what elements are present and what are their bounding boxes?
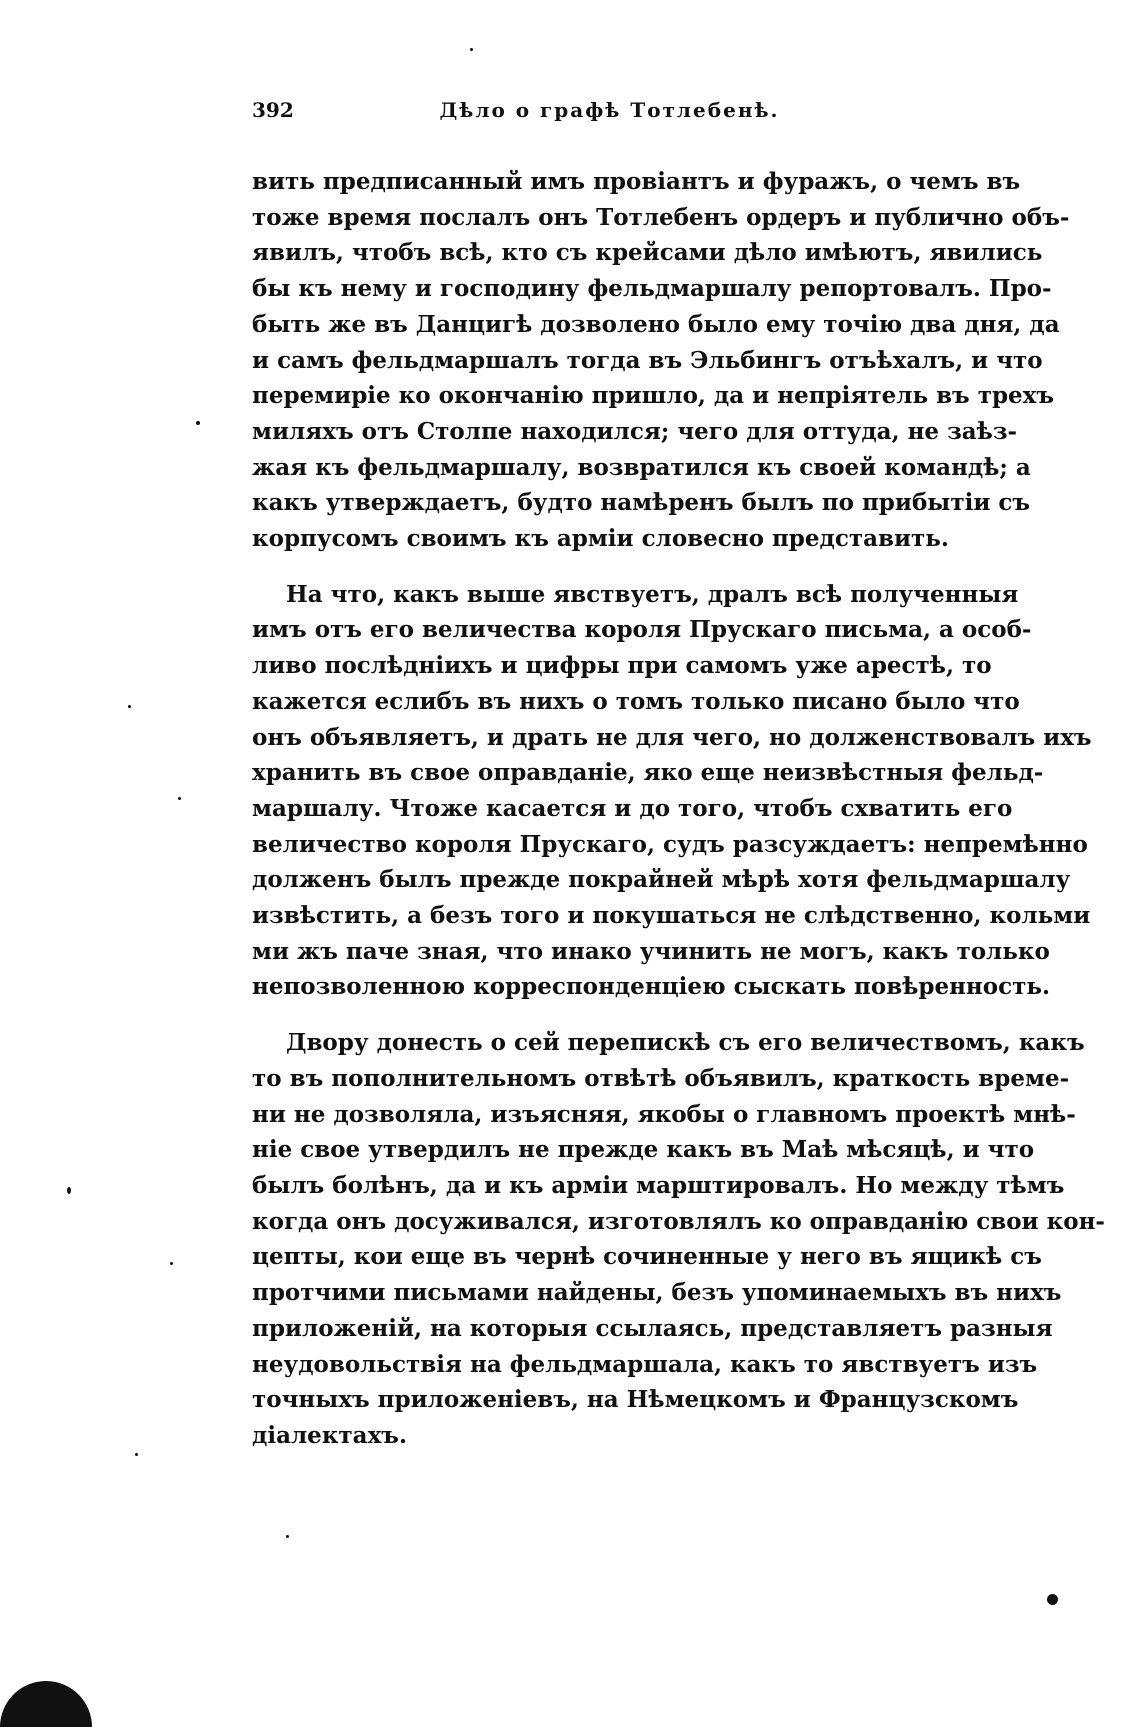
text-line: діалектахъ. [252,1421,407,1449]
text-line: и самъ фельдмаршалъ тогда въ Эльбингъ отъѣхалъ, и что [252,346,1043,374]
scan-speck [196,421,200,425]
text-line: бы къ нему и господину фельдмаршалу репортовалъ. Про- [252,275,1052,303]
text-line: жая къ фельдмаршалу, возвратился къ своей командѣ; а [252,453,1031,481]
text-line: приложеній, на которыя ссылаясь, представляетъ разныя [252,1314,1053,1342]
text-line: имъ отъ его величества короля Прускаго письма, а особ- [252,616,1032,644]
text-line: точныхъ приложеніевъ, на Нѣмецкомъ и Французскомъ [252,1386,1019,1414]
text-line: вить предписанный имъ провіантъ и фуражъ, о чемъ въ [252,168,1021,195]
page-number: 392 [252,98,294,122]
scan-speck [178,797,181,800]
text-line: корпусомъ своимъ къ арміи словесно представить. [252,525,949,553]
text-line: Двору донесть о сей перепискѣ съ его величествомъ, какъ [286,1029,1085,1057]
text-line: извѣстить, а безъ того и покушаться не слѣдственно, кольми [252,902,1091,930]
text-line: какъ утверждаетъ, будто намѣренъ былъ по прибытіи съ [252,489,1031,517]
text-line: то въ пополнительномъ отвѣтѣ объявилъ, краткость време- [252,1064,1070,1092]
scan-speck [286,1535,289,1538]
text-line: хранить въ свое оправданіе, яко еще неизвѣстныя фельд- [252,759,1044,787]
text-line: быть же въ Данцигѣ дозволено было ему точію два дня, да [252,310,1060,338]
text-line: онъ объявляетъ, и драть не для чего, но долженствовалъ ихъ [252,723,1092,751]
text-line: ливо послѣдніихъ и цифры при самомъ уже арестѣ, то [252,652,992,680]
text-line: цепты, кои еще въ чернѣ сочиненные у него въ ящикѣ съ [252,1243,1042,1271]
text-line: кажется еслибъ въ нихъ о томъ только писано было что [252,687,1020,715]
scan-shadow [0,1681,92,1727]
text-line: ни не дозволяла, изъясняя, якобы о главномъ проектѣ мнѣ- [252,1100,1076,1128]
text-line: тоже время послалъ онъ Тотлебенъ ордеръ и публично объ- [252,203,1070,231]
paragraph-2 [252,577,1092,1005]
running-title: Дѣло о графѣ Тотлебенѣ. [439,98,780,122]
text-line: неудовольствія на фельдмаршала, какъ то явствуетъ изъ [252,1350,1038,1378]
paragraph-1 [252,164,1070,557]
scan-speck [128,705,131,708]
scan-speck [67,1187,71,1194]
scan-speck [1047,1594,1058,1605]
text-line: ми жъ паче зная, что инако учинить не могъ, какъ только [252,937,1050,965]
body-text [252,164,1105,1454]
scan-speck [135,1453,138,1456]
text-line: непозволенною корреспонденціею сыскать повѣренность. [252,973,1050,1001]
paragraph-3 [252,1025,1105,1453]
page-header [252,90,852,130]
text-line: На что, какъ выше явствуетъ, дралъ всѣ полученныя [286,580,1019,608]
text-line: ніе свое утвердилъ не прежде какъ въ Маѣ мѣсяцѣ, и что [252,1136,1035,1164]
text-line: маршалу. Чтоже касается и до того, чтобъ схватить его [252,794,1013,822]
text-line: величество короля Прускаго, судъ разсуждаетъ: непремѣнно [252,830,1088,858]
text-line: долженъ былъ прежде покрайней мѣрѣ хотя фельдмаршалу [252,866,1071,894]
scan-speck [170,1262,173,1265]
text-line: явилъ, чтобъ всѣ, кто съ крейсами дѣло имѣютъ, явились [252,239,1043,267]
text-line: перемиріе ко окончанію пришло, да и непріятель въ трехъ [252,382,1055,410]
text-line: когда онъ досуживался, изготовлялъ ко оправданію свои кон- [252,1207,1105,1235]
text-line: протчими письмами найдены, безъ упоминаемыхъ въ нихъ [252,1279,1062,1307]
text-line: миляхъ отъ Столпе находился; чего для оттуда, не заѣз- [252,417,1018,445]
scan-speck [470,48,473,51]
text-line: былъ болѣнъ, да и къ арміи марштировалъ. Но между тѣмъ [252,1171,1065,1199]
